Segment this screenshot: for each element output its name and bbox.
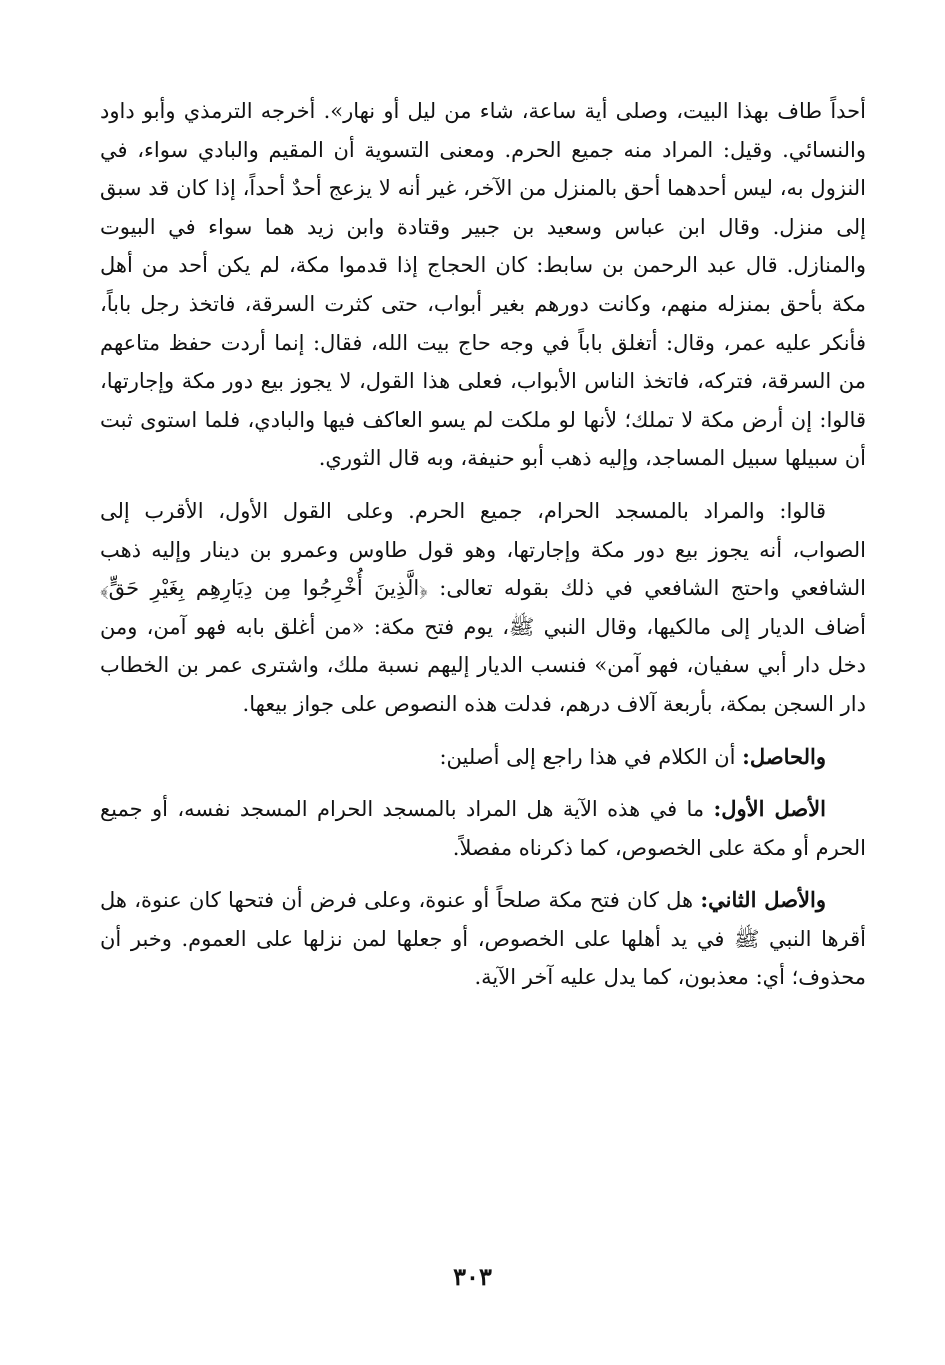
paragraph-conclusion: [100, 738, 866, 777]
page-number: ٣٠٣: [453, 1262, 492, 1291]
paragraph-second-text-b: أضاف الديار إلى مالكيها، وقال النبي ﷺ، يوم فتح مكة: «من أغلق بابه فهو آمن، ومن دخل دار أبي سفيان، فهو آمن» فنسب الديار إليهم نسبة ملك، واشترى عمر بن الخطاب دار السجن بمكة، بأربعة آلاف درهم، فدلت هذه النصوص على جواز بيعها.: [100, 614, 866, 716]
principle-two-text: هل كان فتح مكة صلحاً أو عنوة، وعلى فرض أن فتحها كان عنوة، هل أقرها النبي ﷺ في يد أهلها على الخصوص، أو جعلها لمن نزلها على العموم. وخبر أن محذوف؛ أي: معذبون، كما يدل عليه آخر الآية.: [100, 888, 866, 990]
principle-two-lead: والأصل الثاني:: [700, 887, 826, 913]
paragraph-continuation: أحداً طاف بهذا البيت، وصلى أية ساعة، شاء من ليل أو نهار». أخرجه الترمذي وأبو داود والنسائي. وقيل: المراد منه جميع الحرم. ومعنى التسوية أن المقيم والبادي سواء، في النزول به، ليس أحدهما أحق بالمنزل من الآخر، غير أنه لا يزعج أحدٌ أحداً، إذا كان قد سبق إلى منزل. وقال ابن عباس وسعيد بن جبير وقتادة وابن زيد هما سواء في البيوت والمنازل. قال عبد الرحمن بن سابط: كان الحجاج إذا قدموا مكة، لم يكن أحد من أهل مكة بأحق بمنزله منهم، وكانت دورهم بغير أبواب، حتى كثرت السرقة، فاتخذ رجل باباً، فأنكر عليه عمر، وقال: أتغلق باباً في وجه حاج بيت الله، فقال: إنما أردت حفظ متاعهم من السرقة، فتركه، فاتخذ الناس الأبواب، فعلى هذا القول، لا يجوز بيع دور مكة وإجارتها، قالوا: إن أرض مكة لا تملك؛ لأنها لو ملكت لم يسو العاكف فيها والبادي، فلما استوى ثبت أن سبيلها سبيل المساجد، وإليه ذهب أبو حنيفة، وبه قال الثوري.: [100, 99, 866, 471]
quran-verse: ﴿الَّذِينَ أُخْرِجُوا مِن دِيَارِهِم بِغَيْرِ حَقٍّ﴾: [100, 576, 428, 601]
conclusion-lead: والحاصل:: [742, 743, 826, 769]
principle-one-lead: الأصل الأول:: [713, 796, 826, 822]
principle-one-text: ما في هذه الآية هل المراد بالمسجد الحرام المسجد نفسه، أو جميع الحرم أو مكة على الخصوص، كما ذكرناه مفصلاً.: [100, 797, 866, 860]
paragraph-second: [100, 492, 866, 724]
conclusion-text: أن الكلام في هذا راجع إلى أصلين:: [439, 744, 743, 769]
paragraph-principle-two: [100, 881, 866, 997]
page-body: [100, 92, 866, 997]
paragraph-second-text-a: قالوا: والمراد بالمسجد الحرام، جميع الحرم. وعلى القول الأول، الأقرب إلى الصواب، أنه يجوز بيع دور مكة وإجارتها، وهو قول طاوس وعمرو بن دينار وإليه ذهب الشافعي واحتج الشافعي في ذلك بقوله تعالى:: [100, 498, 866, 601]
paragraph-principle-one: [100, 790, 866, 867]
